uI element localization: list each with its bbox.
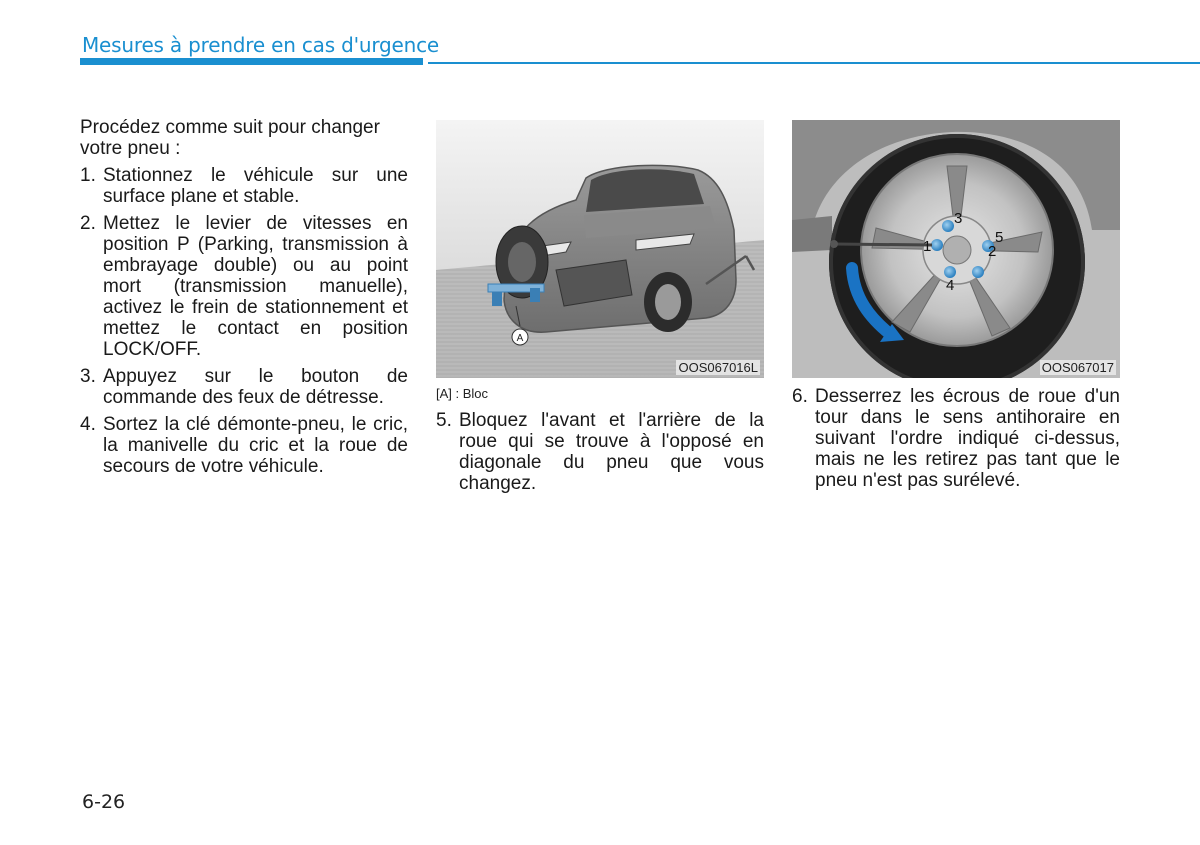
step-text: Appuyez sur le bouton de commande des feux de détresse.	[103, 366, 408, 408]
step-number: 2.	[80, 213, 96, 234]
step-number: 3.	[80, 366, 96, 387]
column-1	[80, 117, 408, 483]
step-number: 1.	[80, 165, 96, 186]
step-number: 5.	[436, 410, 452, 431]
step-text: Bloquez l'avant et l'arrière de la roue qui se trouve à l'opposé en diagonale du pneu que vous changez.	[459, 410, 764, 494]
column-3	[792, 386, 1120, 497]
step-text: Stationnez le véhicule sur une surface plane et stable.	[103, 165, 408, 207]
step-item	[80, 366, 408, 408]
step-item	[80, 414, 408, 477]
steps-list-2	[436, 410, 764, 494]
nut-label-2: 2	[988, 243, 997, 260]
wheel-drawing	[792, 120, 1120, 378]
nut-label-4: 4	[946, 277, 955, 294]
nut-label-1: 1	[923, 238, 932, 255]
steps-list-3	[792, 386, 1120, 491]
step-item	[80, 165, 408, 207]
car-jack-drawing	[436, 120, 764, 378]
nut-label-3: 3	[954, 210, 963, 227]
step-text: Sortez la clé démonte-pneu, le cric, la manivelle du cric et la roue de secours de votre véhicule.	[103, 414, 408, 477]
callout-a: A	[516, 333, 524, 344]
intro-text: Procédez comme suit pour changer votre pneu :	[80, 117, 380, 159]
step-item	[80, 213, 408, 360]
step-number: 6.	[792, 386, 808, 407]
steps-list-1	[80, 165, 408, 477]
step-number: 4.	[80, 414, 96, 435]
step-item	[436, 410, 764, 494]
section-title: Mesures à prendre en cas d'urgence	[82, 33, 440, 57]
page-number: 6-26	[82, 791, 126, 813]
step-text: Desserrez les écrous de roue d'un tour dans le sens antihoraire en suivant l'ordre indiqué ci-dessus, mais ne les retirez pas tant que le pneu n'est pas surélevé.	[815, 386, 1120, 491]
step-text: Mettez le levier de vitesses en position P (Parking, transmission à embrayage double) ou au point mort (transmission manuelle), activez le frein de stationnement et mettez le contact en position LOCK/OFF.	[103, 213, 408, 360]
figure-caption: [A] : Bloc	[436, 386, 489, 401]
step-item	[792, 386, 1120, 491]
header-accent-bar	[80, 58, 423, 65]
wheel-illustration	[792, 120, 1120, 378]
nut-label-5: 5	[995, 229, 1004, 246]
column-2	[436, 410, 764, 500]
car-jack-illustration	[436, 120, 764, 378]
figure-code: OOS067017	[1041, 360, 1114, 375]
figure-code: OOS067016L	[678, 360, 758, 375]
header-rule	[428, 62, 1200, 64]
